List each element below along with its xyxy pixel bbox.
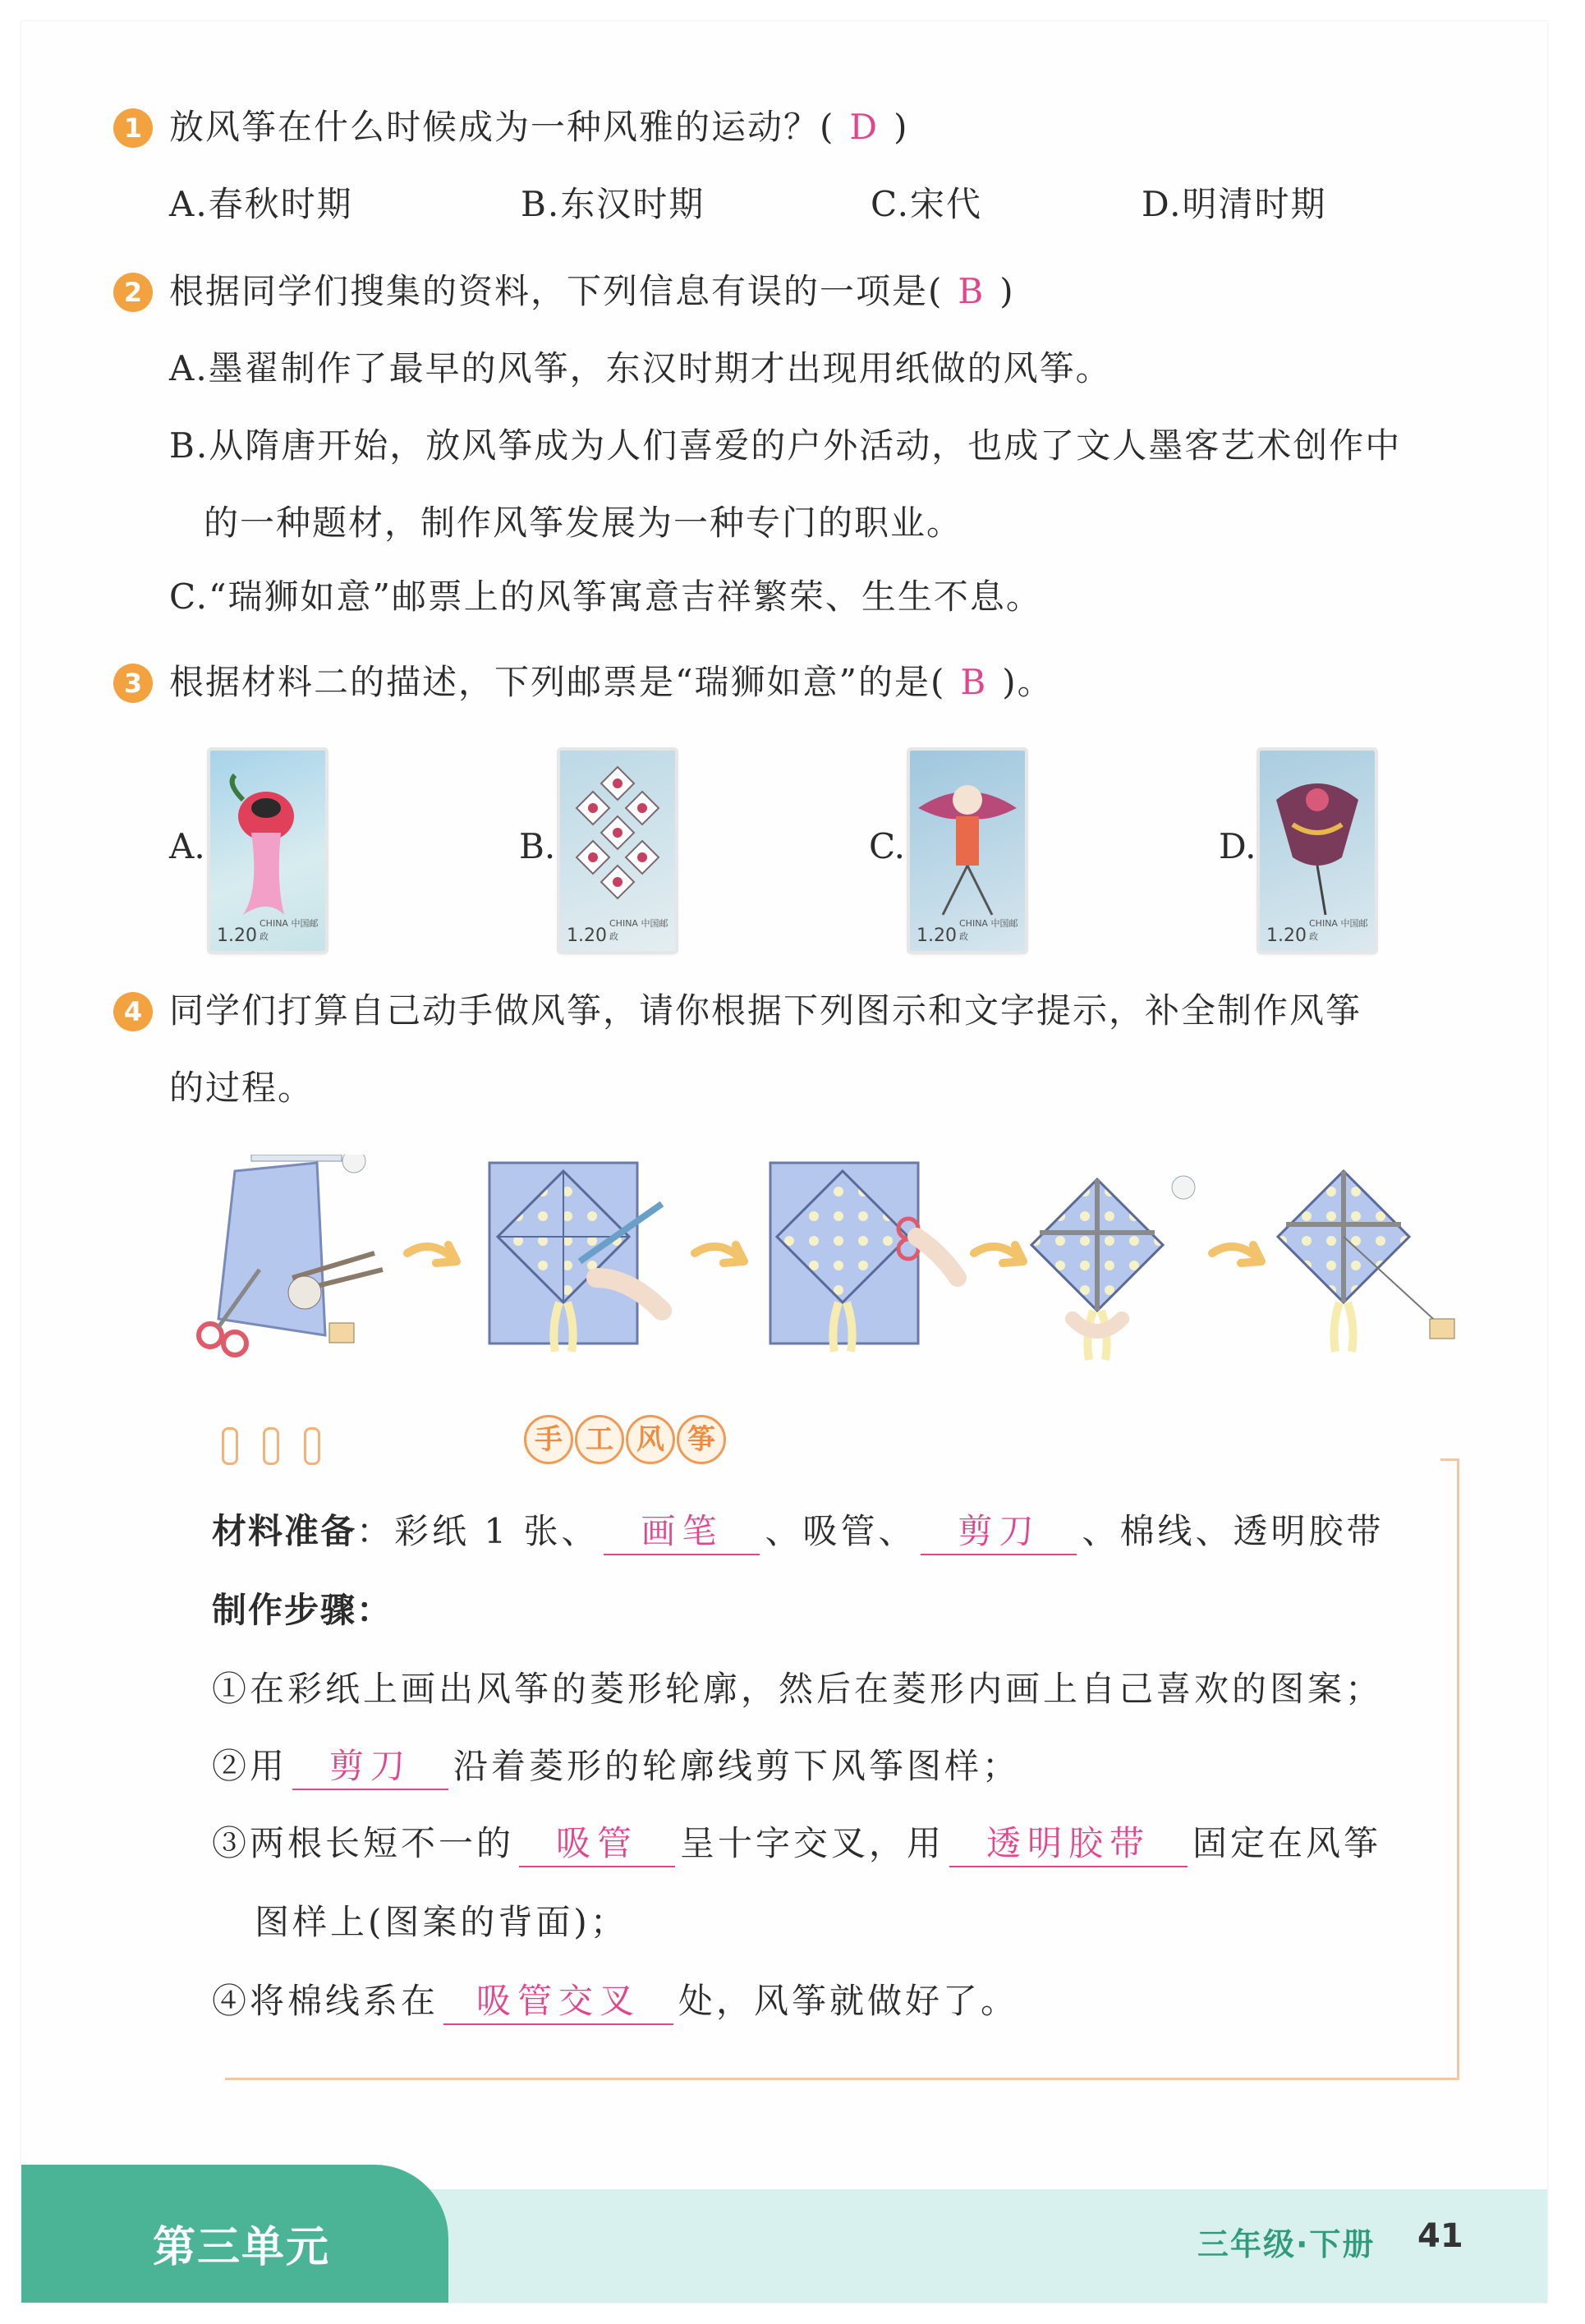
question-1-answer: D xyxy=(849,107,880,147)
step-3: ③两根长短不一的 吸管 呈十字交叉，用 透明胶带 固定在风筝 xyxy=(212,1821,1381,1867)
craft-box-title: 手 工 风 筝 xyxy=(524,1415,726,1464)
arrow-icon xyxy=(695,1245,744,1263)
question-1-text: 放风筝在什么时候成为一种风雅的运动？( D ) xyxy=(169,107,909,147)
cutting-kite-icon xyxy=(770,1163,958,1352)
materials-blank-2: 剪刀 xyxy=(921,1509,1077,1555)
arrow-icon xyxy=(407,1245,457,1263)
step-4: ④将棉线系在 吸管交叉 处，风筝就做好了。 xyxy=(212,1979,1018,2025)
arrow-icon xyxy=(1212,1245,1261,1263)
materials-blank-1: 画笔 xyxy=(604,1509,760,1555)
stamp-c-country: CHINA 中国邮政 xyxy=(959,918,1018,942)
q1-option-b: B.东汉时期 xyxy=(521,184,705,224)
stamp-c xyxy=(910,751,1025,951)
stamp-c-price: 1.20 xyxy=(917,925,957,946)
stamp-a-country: CHINA 中国邮政 xyxy=(260,918,319,942)
q2-option-a: A.墨翟制作了最早的风筝，东汉时期才出现用纸做的风筝。 xyxy=(169,348,1112,388)
attaching-straws-icon xyxy=(1031,1176,1195,1360)
stamp-c-letter: C. xyxy=(869,826,905,866)
question-3-answer: B xyxy=(960,662,988,702)
materials-icon xyxy=(199,1155,383,1355)
question-2-text: 根据同学们搜集的资料，下列信息有误的一项是( B ) xyxy=(169,271,1015,311)
stamp-d-letter: D. xyxy=(1219,826,1257,866)
step-2-blank: 剪刀 xyxy=(292,1744,448,1790)
stamp-b xyxy=(560,751,675,951)
question-1-number: 1 xyxy=(113,108,153,148)
step-3-blank-1: 吸管 xyxy=(519,1821,675,1867)
question-3-text: 根据材料二的描述，下列邮票是“瑞狮如意”的是( B )。 xyxy=(169,662,1054,702)
stamp-a-price: 1.20 xyxy=(217,925,257,946)
stamp-d-country: CHINA 中国邮政 xyxy=(1309,918,1368,942)
drawing-kite-icon xyxy=(489,1163,662,1352)
question-1-stem: 放风筝在什么时候成为一种风雅的运动？( xyxy=(169,107,835,147)
q2-option-c: C.“瑞狮如意”邮票上的风筝寓意吉祥繁荣、生生不息。 xyxy=(169,576,1042,617)
arrow-icon xyxy=(974,1245,1023,1263)
steps-label: 制作步骤： xyxy=(212,1590,393,1630)
stamp-d-price: 1.20 xyxy=(1266,925,1307,946)
q1-option-d: D.明清时期 xyxy=(1142,184,1327,224)
stamp-b-letter: B. xyxy=(519,826,556,866)
unit-label: 第三单元 xyxy=(153,2223,331,2272)
question-4-number: 4 xyxy=(113,992,153,1031)
step-4-blank: 吸管交叉 xyxy=(443,1979,673,2025)
q1-option-c: C.宋代 xyxy=(871,184,982,224)
question-2-answer: B xyxy=(958,271,985,311)
page-number: 41 xyxy=(1417,2217,1463,2255)
materials-line: 材料准备：彩纸 1 张、 画笔 、吸管、 剪刀 、棉线、透明胶带 xyxy=(212,1509,1384,1555)
question-2-number: 2 xyxy=(113,273,153,312)
step-3-blank-2: 透明胶带 xyxy=(949,1821,1188,1867)
finished-kite-icon xyxy=(1278,1171,1454,1352)
question-3-number: 3 xyxy=(113,664,153,703)
stamp-d xyxy=(1260,751,1375,951)
stamp-a xyxy=(210,751,325,951)
step-1: ①在彩纸上画出风筝的菱形轮廓，然后在菱形内画上自己喜欢的图案； xyxy=(212,1669,1384,1709)
stamp-a-letter: A. xyxy=(169,826,205,866)
grade-label: 三年级·下册 xyxy=(1197,2226,1376,2262)
q2-option-b-line2: 的一种题材，制作风筝发展为一种专门的职业。 xyxy=(204,503,963,543)
q2-option-b-line1: B.从隋唐开始，放风筝成为人们喜爱的户外活动，也成了文人墨客艺术创作中 xyxy=(169,425,1402,466)
page xyxy=(21,21,1547,2303)
stamp-b-price: 1.20 xyxy=(567,925,607,946)
question-4-line2: 的过程。 xyxy=(169,1068,315,1108)
step-2: ②用 剪刀 沿着菱形的轮廓线剪下风筝图样； xyxy=(212,1744,1020,1790)
q1-option-a: A.春秋时期 xyxy=(169,184,353,224)
stamp-b-country: CHINA 中国邮政 xyxy=(609,918,668,942)
step-3-line-2: 图样上(图案的背面)； xyxy=(255,1902,628,1942)
kite-steps-illustration xyxy=(186,1155,1467,1368)
materials-label: 材料准备 xyxy=(212,1511,357,1551)
question-4-line1: 同学们打算自己动手做风筝，请你根据下列图示和文字提示，补全制作风筝 xyxy=(169,990,1362,1031)
